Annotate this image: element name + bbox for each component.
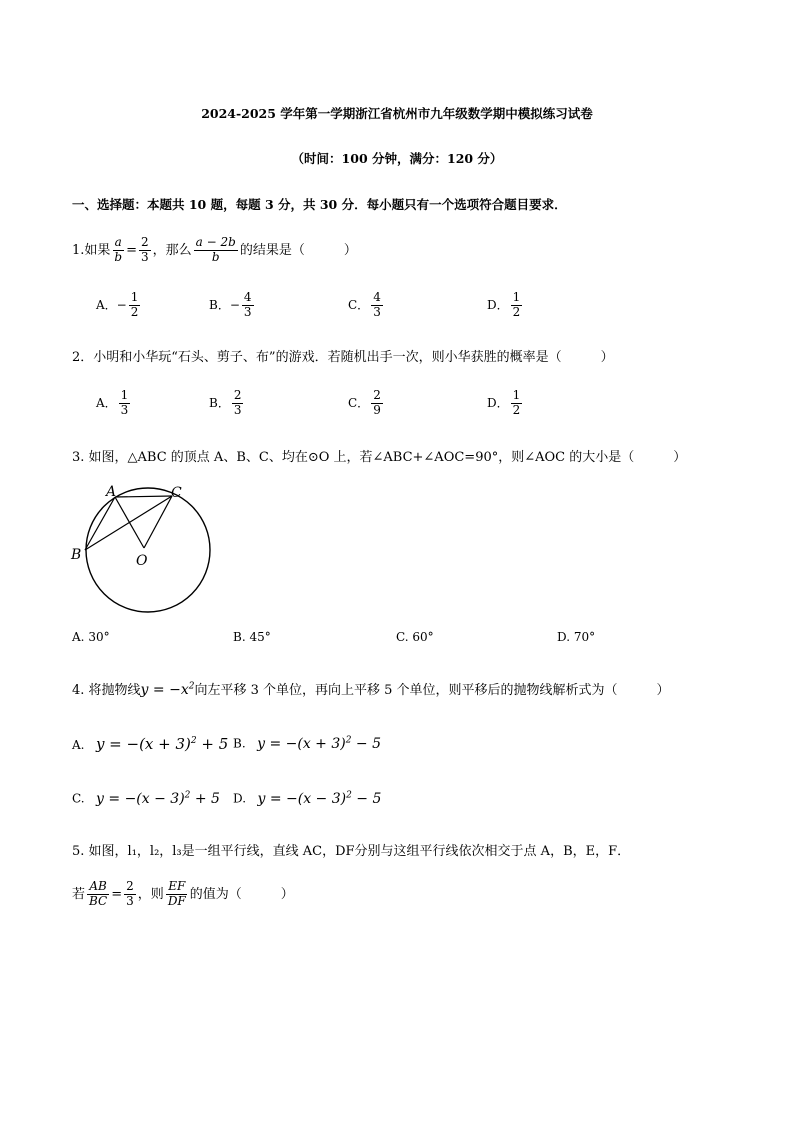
q2-option-d[interactable]: D． $\frac{1}{2}$ (487, 388, 521, 417)
q1-option-c[interactable]: C． $\frac{4}{3}$ (348, 290, 381, 319)
q2-option-c[interactable]: C． $\frac{2}{9}$ (348, 388, 381, 417)
circle-geometry-figure (68, 480, 218, 615)
segment-ab (85, 497, 115, 550)
q1-fraction-2-over-3: $\frac{2}{3}$ (141, 235, 149, 264)
q1-suffix: 的结果是（ ） (239, 242, 357, 258)
q5-fraction-ef-df: $\frac{EF}{DF}$ (167, 879, 186, 908)
question-5-condition: 若 $\frac{AB}{BC}$ = $\frac{2}{3}$ ，则 $\frac{EF}{DF}$ 的值为（ ） (72, 879, 294, 908)
q3-option-a[interactable]: A. 30° (72, 630, 110, 644)
label-o: O (136, 553, 148, 569)
section-heading: 一、选择题：本题共 10 题，每题 3 分，共 30 分．每小题只有一个选项符合题目要求． (72, 197, 567, 212)
q3-option-d[interactable]: D. 70° (557, 630, 596, 644)
q1-equals: = (126, 242, 137, 258)
q1-prefix: 1.如果 (72, 242, 111, 258)
q4-option-a[interactable]: A. $y = -(x + 3)^2 + 5$ (72, 735, 229, 753)
page-title: 2024-2025 学年第一学期浙江省杭州市九年级数学期中模拟练习试卷 (201, 106, 593, 121)
segment-co (144, 496, 172, 548)
q2-option-a[interactable]: A． $\frac{1}{3}$ (96, 388, 129, 417)
question-3: 3. 如图，△ABC 的顶点 A、B、C、均在⊙O 上，若∠ABC+∠AOC=90°，则∠AOC 的大小是（ ） (72, 450, 687, 465)
question-4: 4. 将抛物线$y = -x^2$向左平移 3 个单位，再向上平移 5 个单位，则平移后的抛物线解析式为（ ） (72, 681, 670, 698)
question-5: 5. 如图，l₁，l₂，l₃是一组平行线，直线 AC，DF分别与这组平行线依次相交于点 A，B，E，F． (72, 844, 631, 859)
q1-option-d[interactable]: D． $\frac{1}{2}$ (487, 290, 521, 319)
segment-ac (115, 496, 172, 497)
question-2: 2．小明和小华玩“石头、剪子、布”的游戏．若随机出手一次，则小华获胜的概率是（ ） (72, 350, 614, 365)
q1-option-b[interactable]: B．− $\frac{4}{3}$ (209, 290, 252, 319)
question-1 (72, 236, 357, 265)
q4-option-c[interactable]: C. $y = -(x - 3)^2 + 5$ (72, 790, 220, 807)
circle-o (86, 488, 210, 612)
q4-option-d[interactable]: D. $y = -(x - 3)^2 - 5$ (233, 790, 382, 807)
q1-fraction-a-over-b: $\frac{a}{b}$ (114, 235, 123, 264)
q4-expression: $y = -x^2$ (140, 681, 195, 698)
q3-option-b[interactable]: B. 45° (233, 630, 271, 644)
q1-fraction-expr: $\frac{a - 2b}{b}$ (195, 235, 236, 264)
q1-option-a[interactable]: A．− $\frac{1}{2}$ (96, 290, 139, 319)
q3-option-c[interactable]: C. 60° (396, 630, 434, 644)
q5-fraction-2-over-3: $\frac{2}{3}$ (126, 879, 134, 908)
q2-option-b[interactable]: B． $\frac{2}{3}$ (209, 388, 242, 417)
label-b: B (71, 547, 82, 563)
q5-fraction-ab-bc: $\frac{AB}{BC}$ (89, 879, 108, 908)
label-c: C (171, 485, 182, 501)
segment-ao (115, 497, 144, 548)
q1-mid: ，那么 (152, 242, 192, 258)
label-a: A (106, 484, 117, 500)
q4-option-b[interactable]: B. $y = -(x + 3)^2 - 5$ (233, 735, 382, 752)
exam-info: （时间：100 分钟，满分：120 分） (291, 151, 503, 166)
segment-bc (85, 496, 172, 550)
